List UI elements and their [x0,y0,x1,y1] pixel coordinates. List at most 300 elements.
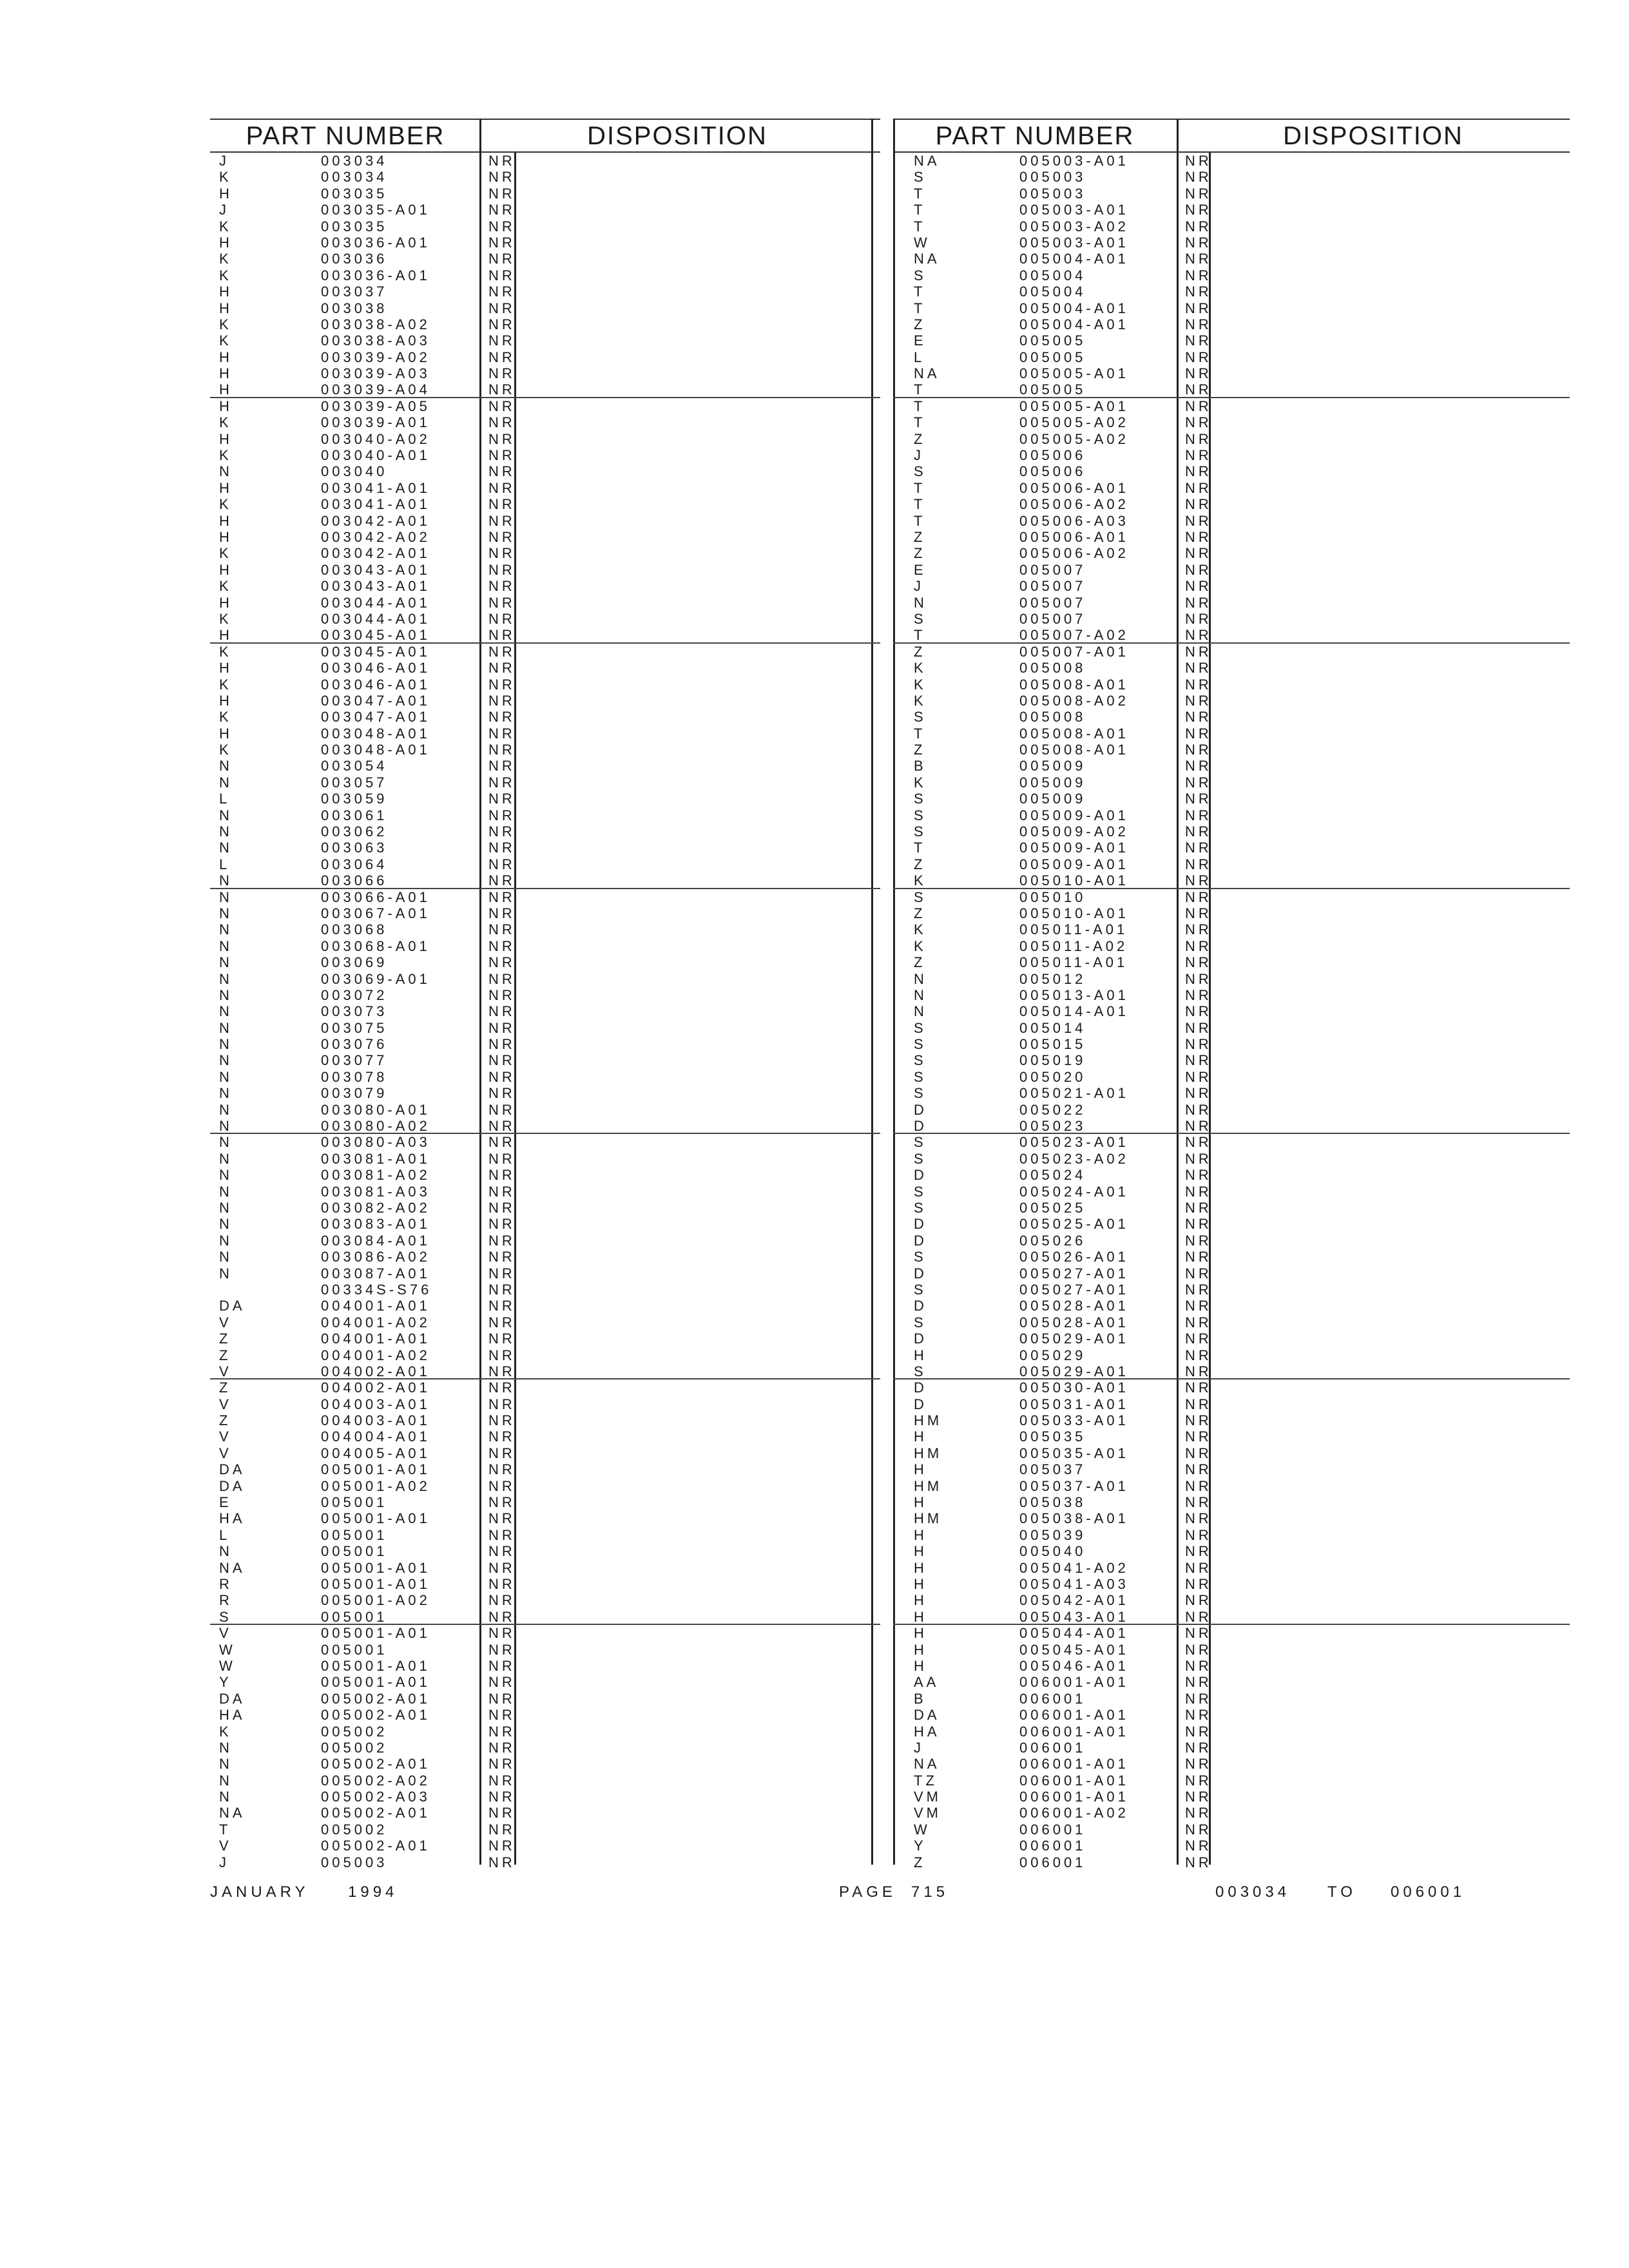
table-row [210,365,880,381]
prefix-cell: N [219,1036,233,1053]
prefix-cell: K [219,643,232,660]
prefix-cell: H [914,1526,927,1543]
part-number-cell: 005021-A01 [1019,1085,1129,1102]
part-number-cell: 005037 [1019,1461,1086,1478]
disposition-cell: NR [488,594,516,611]
disposition-cell: NR [1185,1445,1212,1461]
part-number-cell: 005002 [321,1723,388,1740]
part-number-cell: 004003-A01 [321,1396,430,1412]
part-number-cell: 005006-A01 [1019,528,1129,545]
disposition-cell: NR [488,1641,516,1658]
prefix-cell: D [914,1216,927,1233]
part-number-cell: 005004 [1019,267,1086,284]
table-row [210,267,880,284]
table-row [893,578,1570,594]
prefix-cell: Y [914,1838,927,1854]
prefix-cell: H [219,725,233,742]
disposition-cell: NR [488,1625,516,1642]
disposition-cell: NR [1185,251,1212,267]
disposition-cell: NR [488,1608,516,1625]
table-row [210,823,880,840]
prefix-cell: N [219,986,233,1003]
disposition-cell: NR [488,528,516,545]
part-number-cell: 003047-A01 [321,709,430,726]
footer-range-to-label: TO [1327,1883,1356,1901]
part-number-cell: 005023-A02 [1019,1150,1129,1167]
part-number-cell: 005005 [1019,349,1086,365]
part-number-cell: 005038 [1019,1494,1086,1511]
table-row [893,235,1570,251]
part-number-cell: 003083-A01 [321,1216,430,1233]
part-number-cell: 005007 [1019,594,1086,611]
table-row [210,1854,880,1870]
prefix-cell: VM [914,1805,941,1821]
part-number-cell: 005009 [1019,791,1086,807]
part-number-cell: 003046-A01 [321,676,430,693]
part-number-cell: 003040-A01 [321,447,430,464]
part-number-cell: 003073 [321,1003,388,1020]
table-row [893,1347,1570,1363]
part-number-cell: 005003-A01 [1019,234,1129,251]
part-number-cell: 003068 [321,921,388,938]
disposition-cell: NR [1185,1625,1212,1642]
prefix-cell: N [219,954,233,971]
part-number-cell: 003081-A03 [321,1183,430,1200]
part-number-cell: 005009-A02 [1019,823,1129,840]
disposition-cell: NR [1185,791,1212,807]
prefix-cell: K [914,774,927,791]
table-row [893,1265,1570,1282]
part-number-cell: 005033-A01 [1019,1412,1129,1429]
table-row [210,1625,880,1641]
prefix-cell: NA [219,1559,246,1576]
part-number-cell: 005003-A01 [1019,153,1129,169]
table-row [893,660,1570,676]
disposition-header: DISPOSITION [1283,122,1463,150]
footer-month: JANUARY [210,1883,309,1901]
prefix-cell: K [219,1723,232,1740]
disposition-cell: NR [1185,1461,1212,1478]
prefix-cell: S [914,1249,927,1265]
disposition-cell: NR [1185,1347,1212,1363]
table-row [210,480,880,496]
table-row [893,267,1570,284]
part-number-cell: 005007-A02 [1019,627,1129,644]
prefix-cell: N [914,1003,927,1020]
part-number-cell: 003039-A04 [321,381,430,398]
table-row [893,365,1570,381]
part-number-cell: 005006-A01 [1019,479,1129,496]
disposition-cell: NR [1185,1854,1212,1870]
prefix-cell: N [219,921,233,938]
prefix-cell: H [914,1461,927,1478]
footer-range-to: 006001 [1391,1883,1466,1901]
disposition-cell: NR [1185,512,1212,529]
prefix-cell: HA [914,1723,940,1740]
part-number-cell: 004001-A02 [321,1314,430,1331]
prefix-cell: S [914,889,927,905]
prefix-cell: T [914,202,926,218]
prefix-cell: H [219,528,233,545]
prefix-cell: T [914,627,926,644]
disposition-cell: NR [1185,1657,1212,1674]
part-number-cell: 005013-A01 [1019,986,1129,1003]
prefix-cell: N [219,463,233,480]
prefix-cell: T [914,284,926,300]
disposition-cell: NR [488,447,516,464]
prefix-cell: T [914,725,926,742]
part-number-cell: 005027-A01 [1019,1281,1129,1298]
part-number-cell: 003078 [321,1068,388,1085]
prefix-cell: N [219,1216,233,1233]
prefix-cell: K [914,937,927,954]
disposition-cell: NR [1185,218,1212,235]
prefix-cell: N [219,1085,233,1102]
table-row [893,1642,1570,1658]
table-row [210,1789,880,1805]
table-row [893,1838,1570,1854]
part-number-cell: 003038-A03 [321,332,430,349]
part-number-cell: 005001-A01 [321,1674,430,1691]
prefix-cell: S [914,807,927,823]
part-number-cell: 005041-A02 [1019,1559,1129,1576]
table-row [893,414,1570,430]
disposition-cell: NR [488,1690,516,1707]
table-row [893,480,1570,496]
disposition-cell: NR [488,332,516,349]
table-row [210,987,880,1003]
table-row [210,1461,880,1477]
prefix-cell: S [914,709,927,726]
prefix-cell: H [219,349,233,365]
table-row [210,169,880,185]
table-row [893,153,1570,169]
prefix-cell: N [219,1150,233,1167]
disposition-cell: NR [1185,840,1212,856]
disposition-cell: NR [488,970,516,987]
prefix-cell: D [914,1379,927,1396]
prefix-cell: H [219,398,233,414]
disposition-cell: NR [488,1068,516,1085]
prefix-cell: R [219,1575,233,1592]
disposition-cell: NR [1185,1363,1212,1379]
prefix-cell: Z [914,905,926,921]
table-row [210,1363,880,1379]
table-row [893,202,1570,218]
prefix-cell: S [914,1281,927,1298]
disposition-cell: NR [1185,381,1212,398]
disposition-cell: NR [488,479,516,496]
part-number-cell: 005001-A01 [321,1461,430,1478]
table-row [893,381,1570,398]
prefix-cell: V [219,1428,232,1445]
table-row [210,1379,880,1396]
part-number-cell: 005004-A01 [1019,300,1129,316]
disposition-cell: NR [488,365,516,382]
prefix-cell: H [219,627,233,644]
prefix-cell: NA [914,153,940,169]
disposition-cell: NR [1185,496,1212,513]
disposition-cell: NR [1185,643,1212,660]
table-row [893,1707,1570,1723]
table-row [210,186,880,202]
prefix-cell: S [914,1085,927,1102]
table-row [210,398,880,414]
table-row [893,1773,1570,1789]
part-number-cell: 005006 [1019,463,1086,480]
part-number-cell: 006001-A01 [1019,1756,1129,1773]
part-number-cell: 003045-A01 [321,643,430,660]
table-row [210,1773,880,1789]
disposition-cell: NR [488,496,516,513]
part-number-cell: 005001-A01 [321,1657,430,1674]
table-row [210,332,880,349]
table-row [210,1412,880,1428]
table-row [893,1625,1570,1641]
table-row [210,153,880,169]
prefix-cell: Z [914,954,926,971]
disposition-cell: NR [488,1249,516,1265]
disposition-cell: NR [1185,349,1212,365]
prefix-cell: K [219,742,232,758]
disposition-cell: NR [1185,1379,1212,1396]
disposition-cell: NR [488,1412,516,1429]
table-row [210,742,880,758]
disposition-cell: NR [488,856,516,872]
part-number-cell: 003063 [321,840,388,856]
table-row [893,1282,1570,1298]
disposition-cell: NR [1185,1331,1212,1347]
part-number-cell: 003039-A03 [321,365,430,382]
part-number-cell: 003045-A01 [321,627,430,644]
table-row [210,791,880,807]
disposition-cell: NR [1185,1265,1212,1282]
table-row [210,1314,880,1331]
disposition-cell: NR [488,398,516,414]
part-number-cell: 005011-A01 [1019,921,1128,938]
prefix-cell: K [219,169,232,186]
prefix-cell: H [914,1625,927,1642]
disposition-cell: NR [1185,774,1212,791]
prefix-cell: HA [219,1510,246,1527]
table-row [210,774,880,791]
table-row [893,1658,1570,1674]
prefix-cell: N [219,823,233,840]
part-number-cell: 00334S-S76 [321,1281,432,1298]
prefix-cell: DA [219,1477,246,1494]
table-row [210,905,880,921]
part-number-cell: 005002-A01 [321,1756,430,1773]
prefix-cell: H [219,512,233,529]
disposition-cell: NR [488,1756,516,1773]
prefix-cell: E [219,1494,232,1511]
part-number-cell: 005038-A01 [1019,1510,1129,1527]
part-number-cell: 005015 [1019,1036,1086,1053]
table-row [893,1069,1570,1085]
part-number-cell: 003079 [321,1085,388,1102]
prefix-cell: J [914,1739,924,1756]
table-row [210,316,880,332]
table-row [893,627,1570,643]
prefix-cell: K [219,578,232,595]
disposition-cell: NR [488,807,516,823]
part-number-cell: 003075 [321,1019,388,1036]
disposition-cell: NR [1185,1412,1212,1429]
part-number-cell: 005002-A01 [321,1707,430,1724]
prefix-cell: J [914,578,924,595]
part-number-cell: 003043-A01 [321,561,430,578]
part-number-cell: 005005-A02 [1019,430,1129,447]
prefix-cell: V [219,1396,232,1412]
prefix-cell: K [219,545,232,562]
prefix-cell: N [219,840,233,856]
part-number-cell: 003069 [321,954,388,971]
table-row [210,1724,880,1740]
disposition-cell: NR [1185,856,1212,872]
table-row [210,693,880,709]
part-number-cell: 005042-A01 [1019,1592,1129,1609]
table-row [893,1821,1570,1838]
table-row [210,349,880,365]
table-row [210,1233,880,1249]
disposition-cell: NR [488,251,516,267]
prefix-cell: T [914,479,926,496]
prefix-cell: L [219,856,231,872]
disposition-cell: NR [488,1592,516,1609]
prefix-cell: T [914,381,926,398]
table-row [893,1412,1570,1428]
table-row [893,431,1570,447]
disposition-cell: NR [488,1298,516,1314]
disposition-cell: NR [1185,1167,1212,1184]
disposition-cell: NR [1185,1641,1212,1658]
prefix-cell: H [219,479,233,496]
prefix-cell: K [914,660,927,677]
disposition-cell: NR [1185,709,1212,726]
part-number-cell: 005020 [1019,1068,1086,1085]
disposition-cell: NR [488,1134,516,1151]
prefix-cell: N [914,986,927,1003]
disposition-cell: NR [488,1216,516,1233]
table-row [210,1756,880,1772]
prefix-cell: K [219,610,232,627]
disposition-cell: NR [488,692,516,709]
prefix-cell: D [914,1167,927,1184]
disposition-cell: NR [488,1036,516,1053]
disposition-cell: NR [488,823,516,840]
table-row [893,693,1570,709]
prefix-cell: D [914,1298,927,1314]
part-number-cell: 005009-A01 [1019,840,1129,856]
part-number-cell: 005043-A01 [1019,1608,1129,1625]
part-number-cell: 003038 [321,300,388,316]
prefix-cell: K [219,332,232,349]
disposition-cell: NR [1185,807,1212,823]
table-row [893,1543,1570,1559]
disposition-cell: NR [1185,1494,1212,1511]
table-row [893,1233,1570,1249]
part-number-cell: 005024 [1019,1167,1086,1184]
prefix-cell: N [219,1200,233,1216]
table-row [210,1102,880,1118]
prefix-cell: K [219,218,232,235]
table-row [210,1200,880,1216]
part-number-cell: 005014 [1019,1019,1086,1036]
prefix-cell: N [914,594,927,611]
prefix-cell: Z [914,1854,926,1870]
part-number-cell: 003042-A01 [321,512,430,529]
table-row [210,431,880,447]
table-row [893,823,1570,840]
part-number-cell: 005010-A01 [1019,905,1129,921]
prefix-cell: K [914,872,927,889]
part-number-cell: 005007 [1019,561,1086,578]
part-number-cell: 004001-A01 [321,1298,430,1314]
prefix-cell: T [914,496,926,513]
table-row [210,627,880,643]
table-row [893,316,1570,332]
table-row [210,726,880,742]
disposition-cell: NR [488,1559,516,1576]
table-row [210,1510,880,1526]
part-number-cell: 003036-A01 [321,267,430,284]
table-row [893,921,1570,937]
disposition-cell: NR [488,284,516,300]
part-number-cell: 003086-A02 [321,1249,430,1265]
prefix-cell: NA [914,365,940,382]
disposition-cell: NR [1185,970,1212,987]
disposition-cell: NR [1185,479,1212,496]
prefix-cell: Z [914,545,926,562]
table-row [210,709,880,725]
prefix-cell: HM [914,1510,943,1527]
part-number-cell: 005045-A01 [1019,1641,1129,1658]
part-number-cell: 004001-A01 [321,1331,430,1347]
disposition-cell: NR [488,1314,516,1331]
disposition-cell: NR [488,937,516,954]
prefix-cell: S [219,1608,232,1625]
part-number-cell: 005008 [1019,709,1086,726]
table-row [893,1052,1570,1068]
table-row [893,677,1570,693]
part-number-cell: 005003 [321,1854,388,1870]
part-number-cell: 003047-A01 [321,692,430,709]
prefix-cell: S [914,169,927,186]
table-row [210,284,880,300]
prefix-cell: H [219,430,233,447]
disposition-cell: NR [1185,1789,1212,1805]
prefix-cell: Z [219,1379,231,1396]
part-number-cell: 005035-A01 [1019,1445,1129,1461]
disposition-cell: NR [1185,1674,1212,1691]
table-row [893,545,1570,561]
table-row [893,872,1570,889]
table-row [210,1821,880,1838]
table-row [893,954,1570,970]
table-row [893,791,1570,807]
prefix-cell: NA [914,1756,940,1773]
part-number-cell: 005023-A01 [1019,1134,1129,1151]
disposition-cell: NR [488,349,516,365]
prefix-cell: S [914,610,927,627]
part-number-cell: 005002-A01 [321,1805,430,1821]
table-row [210,1838,880,1854]
disposition-cell: NR [1185,398,1212,414]
part-number-cell: 005002-A03 [321,1789,430,1805]
disposition-cell: NR [1185,463,1212,480]
disposition-cell: NR [1185,1036,1212,1053]
footer-year: 1994 [348,1883,398,1901]
